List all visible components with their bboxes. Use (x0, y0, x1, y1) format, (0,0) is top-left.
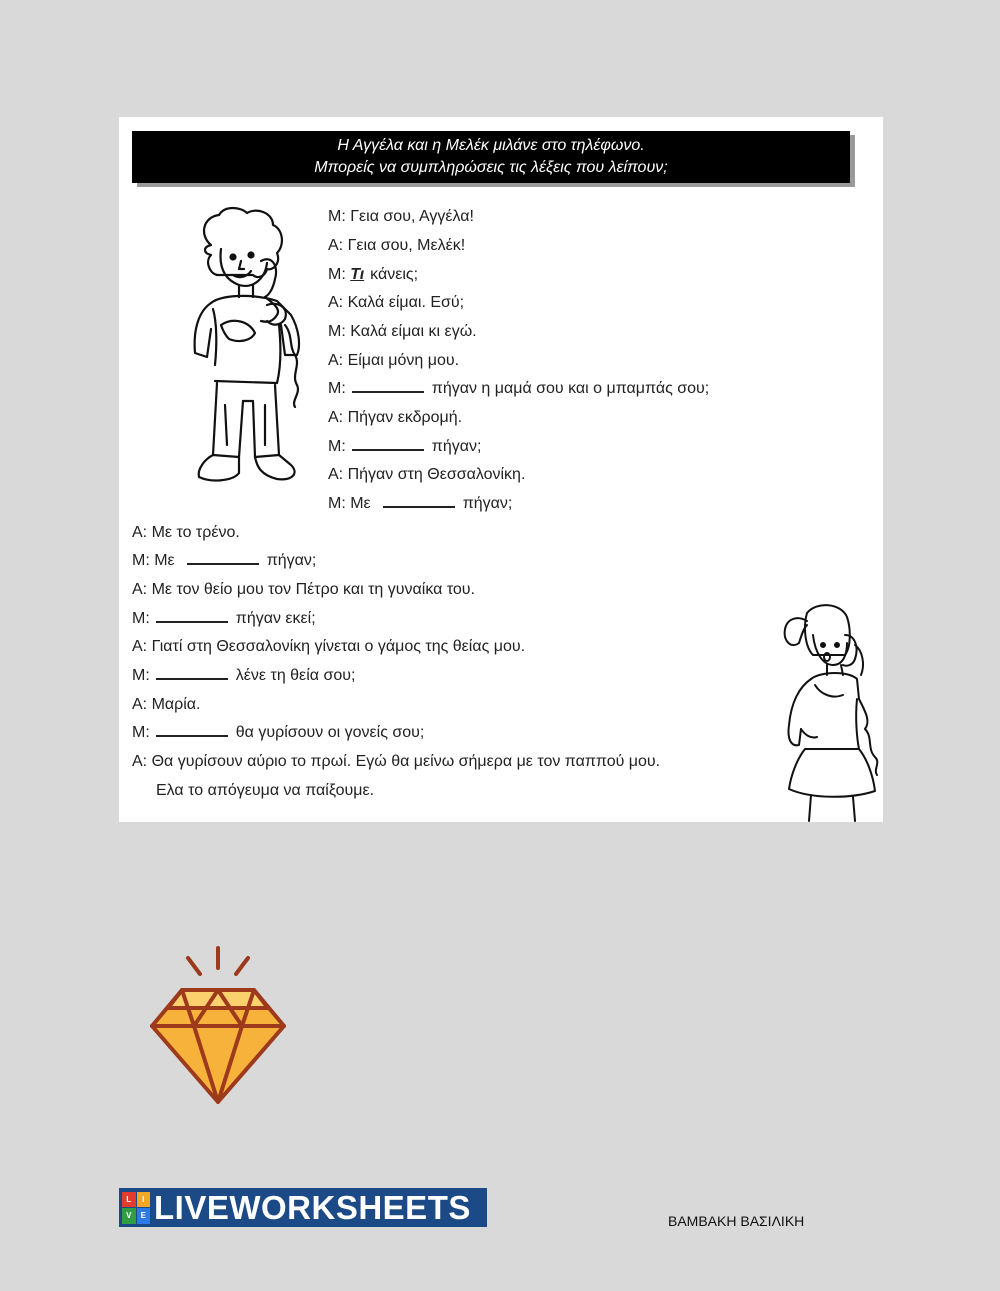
worksheet-card (119, 117, 883, 822)
dialogue-line (132, 609, 316, 629)
girl-on-phone-illustration (761, 599, 883, 822)
line-text: θα γυρίσουν οι γονείς σου; (235, 724, 425, 741)
answer-blank[interactable] (156, 666, 228, 680)
speaker-label: Μ: (328, 438, 346, 455)
speaker-label: Μ: Με (132, 552, 175, 569)
speaker-label: Μ: (132, 724, 150, 741)
liveworksheets-logo[interactable] (119, 1188, 487, 1227)
speaker-label: Μ: (328, 266, 346, 283)
line-text: πήγαν; (462, 495, 513, 512)
line-text: πήγαν; (266, 552, 317, 569)
boy-on-phone-illustration (181, 205, 311, 500)
diamond-icon (148, 944, 288, 1106)
line-text: πήγαν η μαμά σου και ο μπαμπάς σου; (431, 380, 710, 397)
filled-answer[interactable]: Τι (350, 266, 365, 283)
dialogue-line (328, 379, 709, 399)
dialogue-line: Α: Με τον θείο μου τον Πέτρο και τη γυναίκα του. (132, 581, 475, 598)
logo-mark-letter: V (122, 1208, 136, 1224)
dialogue-line (132, 551, 316, 571)
dialogue-line (328, 494, 512, 514)
answer-blank[interactable] (187, 551, 259, 565)
dialogue-line: Α: Θα γυρίσουν αύριο το πρωί. Εγώ θα μείνω σήμερα με τον παππού μου. (132, 753, 661, 770)
dialogue-line: Α: Πήγαν στη Θεσσαλονίκη. (328, 466, 526, 483)
dialogue-line (132, 723, 424, 743)
answer-blank[interactable] (352, 379, 424, 393)
line-text: λένε τη θεία σου; (235, 667, 356, 684)
dialogue-line: Μ: Γεια σου, Αγγέλα! (328, 208, 474, 225)
dialogue-line (132, 666, 355, 686)
author-name: ΒΑΜΒΑΚΗ ΒΑΣΙΛΙΚΗ (668, 1213, 805, 1229)
logo-mark-icon (122, 1192, 150, 1224)
dialogue-line: Α: Μαρία. (132, 696, 201, 713)
answer-blank[interactable] (156, 609, 228, 623)
dialogue-line: Α: Γιατί στη Θεσσαλονίκη γίνεται ο γάμος της θείας μου. (132, 638, 526, 655)
dialogue-line: Α: Γεια σου, Μελέκ! (328, 237, 466, 254)
answer-blank[interactable] (352, 437, 424, 451)
dialogue-line (328, 437, 481, 457)
speaker-label: Μ: (328, 380, 346, 397)
dialogue-line: Α: Με το τρένο. (132, 524, 240, 541)
dialogue-line (328, 265, 418, 285)
dialogue-line: Ελα το απόγευμα να παίξουμε. (156, 782, 375, 799)
line-text: πήγαν εκεί; (235, 610, 316, 627)
instruction-banner (132, 131, 850, 183)
banner-line-1: Η Αγγέλα και η Μελέκ μιλάνε στο τηλέφωνο. (337, 137, 645, 154)
speaker-label: Μ: (132, 667, 150, 684)
logo-mark-letter: E (137, 1208, 151, 1224)
answer-blank[interactable] (156, 723, 228, 737)
dialogue-line: Μ: Καλά είμαι κι εγώ. (328, 323, 477, 340)
logo-text: LIVEWORKSHEETS (154, 1188, 471, 1226)
answer-blank[interactable] (383, 494, 455, 508)
dialogue-line: Α: Πήγαν εκδρομή. (328, 409, 463, 426)
dialogue-line: Α: Καλά είμαι. Εσύ; (328, 294, 465, 311)
logo-mark-letter: L (122, 1192, 136, 1208)
line-text: πήγαν; (431, 438, 482, 455)
speaker-label: Μ: (132, 610, 150, 627)
line-text: κάνεις; (370, 266, 419, 283)
banner-line-2: Μπορείς να συμπληρώσεις τις λέξεις που λείπουν; (314, 159, 668, 176)
speaker-label: Μ: Με (328, 495, 371, 512)
logo-mark-letter: I (137, 1192, 151, 1208)
dialogue-line: Α: Είμαι μόνη μου. (328, 352, 460, 369)
